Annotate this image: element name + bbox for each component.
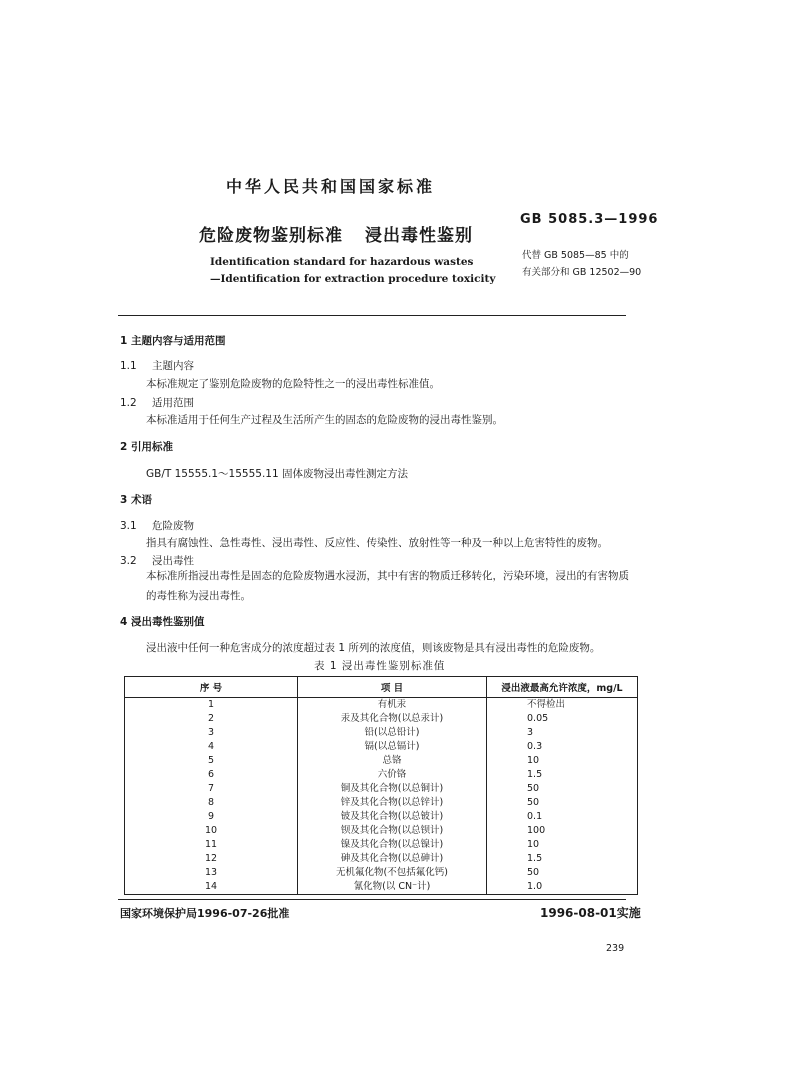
- table-row: [125, 838, 638, 852]
- english-title-line-2: —Identification for extraction procedure toxicity: [210, 273, 496, 285]
- section-1-heading: 1 主题内容与适用范围: [120, 335, 226, 347]
- row-number: 3: [125, 726, 298, 740]
- row-number: 4: [125, 740, 298, 754]
- row-number: 1: [125, 698, 298, 713]
- subsection-number: 3.2: [120, 555, 137, 567]
- table-row: [125, 768, 638, 782]
- table-row: [125, 754, 638, 768]
- row-number: 14: [125, 880, 298, 895]
- row-number: 8: [125, 796, 298, 810]
- english-title-line-1: Identification standard for hazardous wastes: [210, 256, 474, 268]
- subsection-title: 危险废物: [152, 520, 194, 532]
- subsection-title: 适用范围: [152, 397, 194, 409]
- table-row: [125, 712, 638, 726]
- max-concentration: 不得检出: [487, 698, 638, 713]
- replaces-line-1: 代替 GB 5085—85 中的: [522, 250, 629, 261]
- max-concentration: 1.5: [487, 768, 638, 782]
- subsection-number: 1.1: [120, 360, 137, 372]
- max-concentration: 50: [487, 782, 638, 796]
- row-number: 12: [125, 852, 298, 866]
- subsection-title: 浸出毒性: [152, 555, 194, 567]
- table-row: [125, 698, 638, 713]
- max-concentration: 1.5: [487, 852, 638, 866]
- table-header-row: [125, 677, 638, 698]
- substance-name: 氰化物(以 CN⁻计): [298, 880, 487, 895]
- substance-name: 有机汞: [298, 698, 487, 713]
- org-title: 中华人民共和国国家标准: [226, 177, 436, 196]
- max-concentration: 100: [487, 824, 638, 838]
- row-number: 9: [125, 810, 298, 824]
- row-number: 2: [125, 712, 298, 726]
- footer-divider: [118, 899, 626, 900]
- table-row: [125, 726, 638, 740]
- column-header: 项 目: [298, 677, 487, 698]
- max-concentration: 1.0: [487, 880, 638, 895]
- subsection-title: 主题内容: [152, 360, 194, 372]
- substance-name: 无机氟化物(不包括氟化钙): [298, 866, 487, 880]
- max-concentration: 50: [487, 866, 638, 880]
- subsection-1-2-body: 本标准适用于任何生产过程及生活所产生的固态的危险废物的浸出毒性鉴别。: [146, 414, 503, 426]
- row-number: 5: [125, 754, 298, 768]
- section-4-heading: 4 浸出毒性鉴别值: [120, 616, 205, 628]
- title-main: 危险废物鉴别标准: [199, 226, 343, 246]
- page-number: 239: [606, 943, 625, 954]
- toxicity-standard-table: [124, 676, 638, 895]
- substance-name: 镉(以总镉计): [298, 740, 487, 754]
- document-title: [199, 221, 473, 246]
- section-2-heading: 2 引用标准: [120, 441, 173, 453]
- subsection-3-1-body: 指具有腐蚀性、急性毒性、浸出毒性、反应性、传染性、放射性等一种及一种以上危害特性的废物。: [146, 537, 608, 549]
- subsection-3-1-heading: [120, 518, 194, 533]
- subsection-1-2-heading: [120, 395, 194, 410]
- row-number: 10: [125, 824, 298, 838]
- row-number: 13: [125, 866, 298, 880]
- max-concentration: 10: [487, 838, 638, 852]
- table-row: [125, 880, 638, 895]
- max-concentration: 3: [487, 726, 638, 740]
- subsection-number: 3.1: [120, 520, 137, 532]
- max-concentration: 0.05: [487, 712, 638, 726]
- max-concentration: 0.1: [487, 810, 638, 824]
- subsection-1-1-body: 本标准规定了鉴别危险废物的危险特性之一的浸出毒性标准值。: [146, 378, 440, 390]
- max-concentration: 0.3: [487, 740, 638, 754]
- effective-date: 1996-08-01实施: [540, 906, 641, 920]
- table-row: [125, 740, 638, 754]
- substance-name: 砷及其化合物(以总砷计): [298, 852, 487, 866]
- table-row: [125, 782, 638, 796]
- section-4-body: 浸出液中任何一种危害成分的浓度超过表 1 所列的浓度值，则该废物是具有浸出毒性的危险废物。: [146, 642, 601, 654]
- column-header: 浸出液最高允许浓度，mg/L: [487, 677, 638, 698]
- substance-name: 铜及其化合物(以总铜计): [298, 782, 487, 796]
- column-header: 序 号: [125, 677, 298, 698]
- table-row: [125, 824, 638, 838]
- substance-name: 铅(以总铅计): [298, 726, 487, 740]
- title-sub: 浸出毒性鉴别: [365, 226, 473, 246]
- subsection-1-1-heading: [120, 358, 194, 373]
- max-concentration: 50: [487, 796, 638, 810]
- table-caption: 表 1 浸出毒性鉴别标准值: [314, 660, 446, 672]
- substance-name: 钡及其化合物(以总钡计): [298, 824, 487, 838]
- header-divider: [118, 315, 626, 316]
- section-2-body: GB/T 15555.1～15555.11 固体废物浸出毒性测定方法: [146, 468, 408, 480]
- substance-name: 汞及其化合物(以总汞计): [298, 712, 487, 726]
- max-concentration: 10: [487, 754, 638, 768]
- row-number: 7: [125, 782, 298, 796]
- section-3-heading: 3 术语: [120, 494, 152, 506]
- table-row: [125, 810, 638, 824]
- replaces-line-2: 有关部分和 GB 12502—90: [522, 267, 642, 278]
- substance-name: 锌及其化合物(以总锌计): [298, 796, 487, 810]
- substance-name: 铍及其化合物(以总铍计): [298, 810, 487, 824]
- row-number: 11: [125, 838, 298, 852]
- standard-number: GB 5085.3—1996: [520, 212, 659, 227]
- row-number: 6: [125, 768, 298, 782]
- substance-name: 镍及其化合物(以总镍计): [298, 838, 487, 852]
- approval-date: 国家环境保护局1996-07-26批准: [120, 907, 290, 920]
- substance-name: 六价铬: [298, 768, 487, 782]
- substance-name: 总铬: [298, 754, 487, 768]
- subsection-3-2-body: 本标准所指浸出毒性是固态的危险废物遇水浸沥，其中有害的物质迁移转化，污染环境，浸出的有害物质的毒性称为浸出毒性。: [146, 570, 629, 602]
- subsection-number: 1.2: [120, 397, 137, 409]
- table-row: [125, 866, 638, 880]
- table-row: [125, 796, 638, 810]
- table-row: [125, 852, 638, 866]
